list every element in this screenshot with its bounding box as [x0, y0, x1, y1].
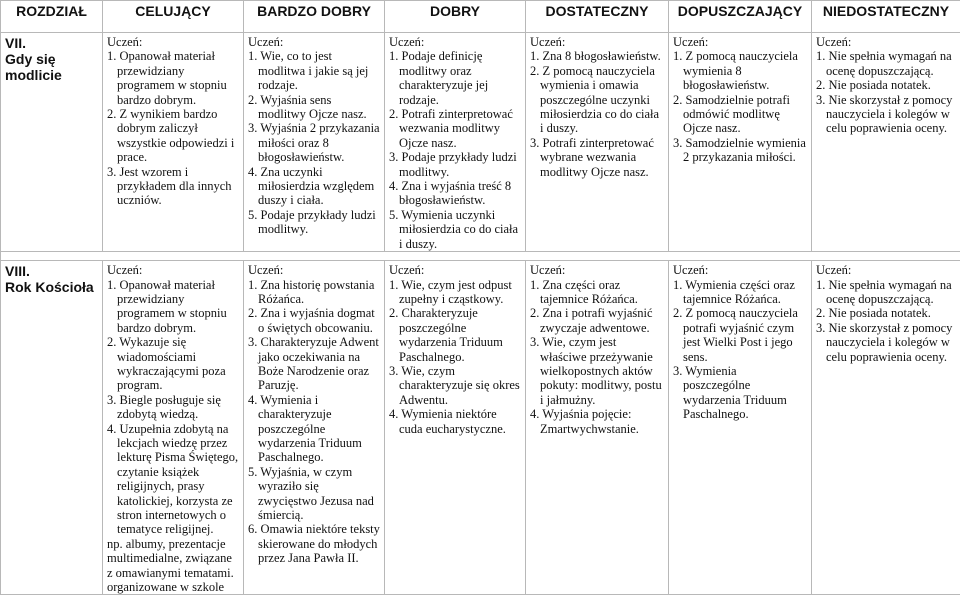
list-item: 4. Wymienia niektóre cuda eucharystyczne.: [389, 407, 521, 436]
list-item: 3. Jest wzorem i przykładem dla innych uczniów.: [107, 165, 239, 208]
section-number: VII.: [5, 35, 98, 51]
criteria-cell-niedostateczny: [812, 33, 960, 252]
header-row: [1, 1, 960, 33]
list-item: 1. Nie spełnia wymagań na ocenę dopuszczającą.: [816, 278, 956, 307]
list-item: 2. Wykazuje się wiadomościami wykraczającymi poza program.: [107, 335, 239, 393]
list-item: 3. Nie skorzystał z pomocy nauczyciela i kolegów w celu poprawienia oceny.: [816, 321, 956, 364]
table-row: [1, 33, 960, 252]
header-dobry: DOBRY: [385, 1, 526, 33]
list-item: 2. Charakteryzuje poszczególne wydarzenia Triduum Paschalnego.: [389, 306, 521, 364]
list-item: 1. Podaje definicję modlitwy oraz charakteryzuje jej rodzaje.: [389, 49, 521, 107]
criteria-cell-dopuszczajacy: [669, 33, 812, 252]
criteria-cell-dopuszczajacy: [669, 261, 812, 595]
list-item: 2. Z wynikiem bardzo dobrym zaliczył wszystkie odpowiedzi i prace.: [107, 107, 239, 165]
cell-heading: Uczeń:: [530, 35, 664, 49]
criteria-cell-niedostateczny: [812, 261, 960, 595]
list-item: 4. Wymienia i charakteryzuje poszczególne wydarzenia Triduum Paschalnego.: [248, 393, 380, 465]
list-item: 3. Wymienia poszczególne wydarzenia Triduum Paschalnego.: [673, 364, 807, 422]
list-item: 3. Biegle posługuje się zdobytą wiedzą.: [107, 393, 239, 422]
note-line: organizowane w szkole: [107, 580, 239, 594]
list-item: 1. Zna historię powstania Różańca.: [248, 278, 380, 307]
criteria-cell-bardzo-dobry: [244, 33, 385, 252]
section-number: VIII.: [5, 263, 98, 279]
criteria-cell-dostateczny: [526, 261, 669, 595]
list-item: 2. Samodzielnie potrafi odmówić modlitwę Ojcze nasz.: [673, 93, 807, 136]
criteria-cell-celujacy: [103, 33, 244, 252]
section-title-line: Gdy się: [5, 51, 98, 67]
criteria-cell-bardzo-dobry: [244, 261, 385, 595]
list-item: 3. Samodzielnie wymienia 2 przykazania miłości.: [673, 136, 807, 165]
list-item: 2. Z pomocą nauczyciela wymienia i omawia poszczególne uczynki miłosierdzia co do ciała i duszy.: [530, 64, 664, 136]
header-bardzo-dobry: BARDZO DOBRY: [244, 1, 385, 33]
list-item: 3. Wyjaśnia 2 przykazania miłości oraz 8 błogosławieństw.: [248, 121, 380, 164]
section-title-line: Rok Kościoła: [5, 279, 98, 295]
list-item: 5. Wyjaśnia, w czym wyraziło się zwycięstwo Jezusa nad śmiercią.: [248, 465, 380, 523]
section-cell: [1, 33, 103, 252]
cell-heading: Uczeń:: [389, 35, 521, 49]
list-item: 1. Z pomocą nauczyciela wymienia 8 błogosławieństw.: [673, 49, 807, 92]
cell-heading: Uczeń:: [673, 263, 807, 277]
section-cell: [1, 261, 103, 595]
cell-heading: Uczeń:: [389, 263, 521, 277]
header-niedostateczny: NIEDOSTATECZNY: [812, 1, 960, 33]
list-item: 3. Charakteryzuje Adwent jako oczekiwania na Boże Narodzenie oraz Paruzję.: [248, 335, 380, 393]
cell-heading: Uczeń:: [107, 35, 239, 49]
list-item: 5. Podaje przykłady ludzi modlitwy.: [248, 208, 380, 237]
list-item: 1. Opanował materiał przewidziany programem w stopniu bardzo dobrym.: [107, 278, 239, 336]
cell-heading: Uczeń:: [248, 35, 380, 49]
list-item: 2. Zna i wyjaśnia dogmat o świętych obcowaniu.: [248, 306, 380, 335]
list-item: 2. Nie posiada notatek.: [816, 306, 956, 320]
list-item: 1. Wie, co to jest modlitwa i jakie są jej rodzaje.: [248, 49, 380, 92]
list-item: 2. Wyjaśnia sens modlitwy Ojcze nasz.: [248, 93, 380, 122]
list-item: 2. Zna i potrafi wyjaśnić zwyczaje adwentowe.: [530, 306, 664, 335]
list-item: 3. Podaje przykłady ludzi modlitwy.: [389, 150, 521, 179]
list-item: 4. Zna uczynki miłosierdzia względem duszy i ciała.: [248, 165, 380, 208]
header-rozdzial: ROZDZIAŁ: [1, 1, 103, 33]
criteria-cell-dostateczny: [526, 33, 669, 252]
list-item: 1. Wymienia części oraz tajemnice Różańca.: [673, 278, 807, 307]
list-item: 3. Potrafi zinterpretować wybrane wezwania modlitwy Ojcze nasz.: [530, 136, 664, 179]
list-item: 4. Uzupełnia zdobytą na lekcjach wiedzę przez lekturę Pisma Świętego, czytanie książek religijnych, prasy katolickiej, korzysta ze stron internetowych o tematyce religijnej.: [107, 422, 239, 537]
list-item: 4. Wyjaśnia pojęcie: Zmartwychwstanie.: [530, 407, 664, 436]
note-line: np. albumy, prezentacje multimedialne, związane z omawianymi tematami.: [107, 537, 239, 580]
list-item: 3. Nie skorzystał z pomocy nauczyciela i kolegów w celu poprawienia oceny.: [816, 93, 956, 136]
list-item: 6. Omawia niektóre teksty skierowane do młodych przez Jana Pawła II.: [248, 522, 380, 565]
list-item: 1. Opanował materiał przewidziany programem w stopniu bardzo dobrym.: [107, 49, 239, 107]
row-spacer: [1, 252, 960, 261]
cell-heading: Uczeń:: [673, 35, 807, 49]
cell-heading: Uczeń:: [816, 35, 956, 49]
criteria-cell-dobry: [385, 261, 526, 595]
list-item: 2. Potrafi zinterpretować wezwania modlitwy Ojcze nasz.: [389, 107, 521, 150]
list-item: 1. Wie, czym jest odpust zupełny i cząstkowy.: [389, 278, 521, 307]
list-item: 1. Zna 8 błogosławieństw.: [530, 49, 664, 63]
section-title-line: modlicie: [5, 67, 98, 83]
cell-heading: Uczeń:: [107, 263, 239, 277]
list-item: 2. Z pomocą nauczyciela potrafi wyjaśnić czym jest Wielki Post i jego sens.: [673, 306, 807, 364]
list-item: 5. Wymienia uczynki miłosierdzia co do ciała i duszy.: [389, 208, 521, 251]
criteria-cell-dobry: [385, 33, 526, 252]
header-celujacy: CELUJĄCY: [103, 1, 244, 33]
header-dostateczny: DOSTATECZNY: [526, 1, 669, 33]
list-item: 1. Zna części oraz tajemnice Różańca.: [530, 278, 664, 307]
list-item: 3. Wie, czym charakteryzuje się okres Adwentu.: [389, 364, 521, 407]
table-row: [1, 261, 960, 595]
criteria-cell-celujacy: [103, 261, 244, 595]
list-item: 4. Zna i wyjaśnia treść 8 błogosławieństw.: [389, 179, 521, 208]
list-item: 2. Nie posiada notatek.: [816, 78, 956, 92]
header-dopuszczajacy: DOPUSZCZAJĄCY: [669, 1, 812, 33]
list-item: 3. Wie, czym jest właściwe przeżywanie wielkopostnych aktów pokuty: modlitwy, postu i jałmużny.: [530, 335, 664, 407]
cell-heading: Uczeń:: [248, 263, 380, 277]
cell-heading: Uczeń:: [816, 263, 956, 277]
cell-heading: Uczeń:: [530, 263, 664, 277]
list-item: 1. Nie spełnia wymagań na ocenę dopuszczającą.: [816, 49, 956, 78]
